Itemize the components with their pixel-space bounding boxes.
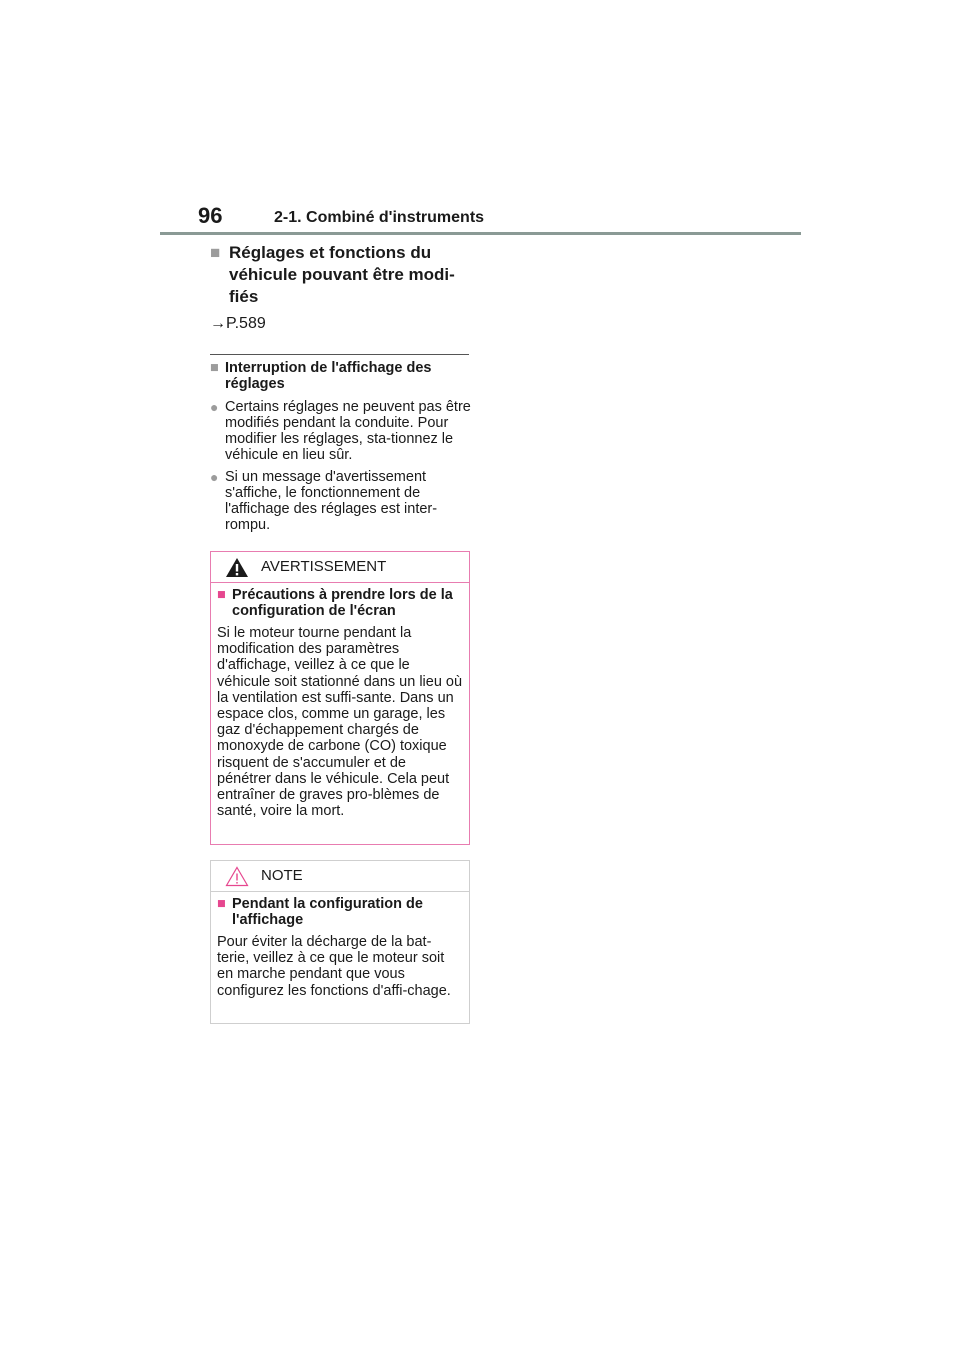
- note-box-header: [211, 861, 469, 892]
- square-marker-icon: ■: [217, 896, 226, 912]
- page-number: 96: [198, 203, 223, 228]
- bullet-item: [210, 469, 472, 533]
- bullet-item: [210, 399, 472, 463]
- bullet-dot-icon: ●: [210, 469, 219, 485]
- note-heading: [217, 896, 463, 928]
- bullet-text: Certains réglages ne peuvent pas être modifiés pendant la conduite. Pour modifier les réglages, sta-tionnez le véhicule en lieu sûr.: [225, 399, 471, 463]
- cross-reference-link[interactable]: →P.589: [210, 315, 266, 332]
- note-box: [210, 860, 470, 1024]
- warning-box-header: [211, 552, 469, 583]
- square-marker-icon: ■: [217, 587, 226, 603]
- note-body-text: Pour éviter la décharge de la bat-terie, veillez à ce que le moteur soit en marche pendant que vous configurez les fonctions d'affi-chage.: [217, 934, 451, 999]
- caution-triangle-outline-icon: [225, 866, 249, 898]
- square-marker-icon: ■: [210, 243, 221, 262]
- square-marker-icon: ■: [210, 360, 219, 376]
- note-heading-text: Pendant la configuration de l'affichage: [232, 896, 423, 928]
- section-heading-text: Réglages et fonctions du véhicule pouvant être modi-fiés: [229, 243, 455, 306]
- subsection-heading-text: Interruption de l'affichage des réglages: [225, 360, 432, 392]
- warning-label: AVERTISSEMENT: [261, 558, 387, 575]
- warning-body-text: Si le moteur tourne pendant la modification des paramètres d'affichage, veillez à ce que le véhicule soit stationné dans un lieu où la ventilation est suffi-sante. Dans un espace clos, comme un garage, les gaz d'échappement chargés de monoxyde de carbone (CO) toxique risquent de s'accumuler et de pénétrer dans le véhicule. Cela peut entraîner de graves pro-blèmes de santé, voire la mort.: [217, 625, 463, 820]
- subsection-heading: [210, 360, 472, 392]
- note-label: NOTE: [261, 867, 303, 884]
- warning-triangle-icon: [225, 557, 249, 589]
- header-rule: [160, 232, 801, 235]
- bullet-dot-icon: ●: [210, 399, 219, 415]
- warning-heading: [217, 587, 463, 619]
- warning-box: [210, 551, 470, 845]
- running-header: 2-1. Combiné d'instruments: [274, 209, 485, 226]
- section-divider: [210, 354, 469, 355]
- section-heading: [210, 242, 472, 308]
- bullet-text: Si un message d'avertissement s'affiche, le fonctionnement de l'affichage des réglages est inter-rompu.: [225, 469, 438, 533]
- warning-heading-text: Précautions à prendre lors de la configuration de l'écran: [232, 587, 453, 619]
